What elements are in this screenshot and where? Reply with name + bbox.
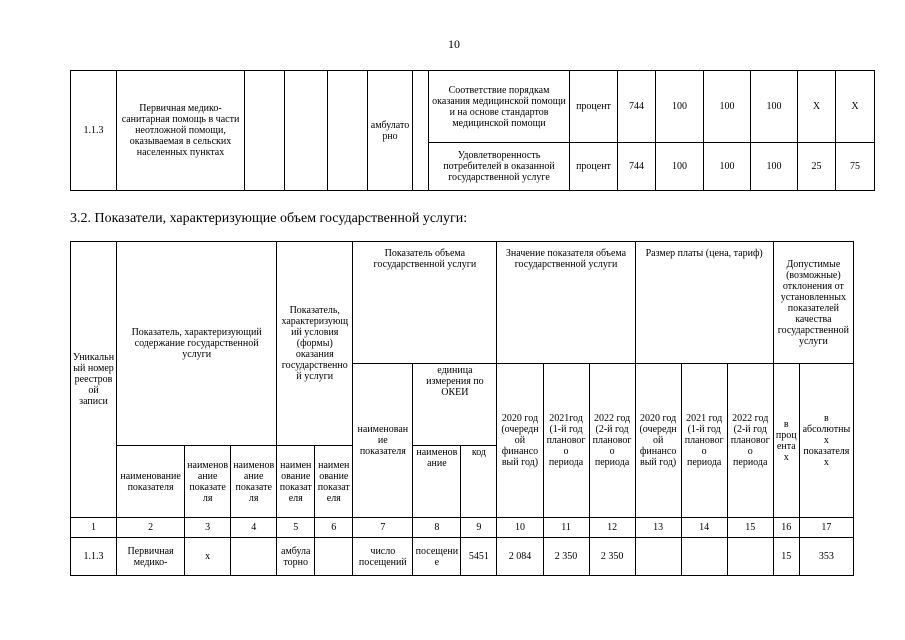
header-condition-indicator: Показатель, характеризующий условия (формы) оказания государственной услуги [277,242,353,446]
header-volume-indicator-name: наименование показателя [353,364,413,518]
column-number: 6 [315,518,353,538]
content-3: х [185,538,231,576]
empty-cell [328,71,368,191]
header-fee-2021: 2021 год (1-й год планового периода [681,364,727,518]
condition-cell: амбулаторно [368,71,413,191]
value-2020: 100 [656,71,704,143]
header-indicator-value: Значение показателя объема государственной услуги [497,242,635,364]
column-number: 12 [589,518,635,538]
unit-name: посещение [413,538,461,576]
value-2022: 100 [751,143,798,191]
unit-cell: процент [570,71,618,143]
deviation-percent: 25 [798,143,836,191]
column-number: 1 [71,518,117,538]
value-2020: 2 084 [497,538,543,576]
column-number: 15 [727,518,773,538]
header-unit-code: код [461,446,497,518]
empty-cell [413,71,429,191]
value-2022: 100 [751,71,798,143]
column-number: 16 [773,518,799,538]
column-number: 3 [185,518,231,538]
page-number: 10 [448,37,460,51]
header-condition-name-2: наименование показателя [315,446,353,518]
column-number: 11 [543,518,589,538]
value-2020: 100 [656,143,704,191]
column-number: 17 [799,518,853,538]
section-title: 3.2. Показатели, характеризующие объем государственной услуги: [70,211,468,226]
content-name: Первичная медико- [117,538,185,576]
column-number: 8 [413,518,461,538]
deviation-percent: 15 [773,538,799,576]
column-number: 2 [117,518,185,538]
header-fee: Размер платы (цена, тариф) [635,242,773,364]
header-content-name-3: наименование показателя [231,446,277,518]
indicator-name: Соответствие порядкам оказания медицинской помощи и на основе стандартов медицинской помощи [429,71,570,143]
column-number: 9 [461,518,497,538]
row-code: 1.1.3 [71,538,117,576]
deviation-absolute: Х [836,71,875,143]
header-year-2022: 2022 год (2-й год планового периода [589,364,635,518]
row-code: 1.1.3 [71,71,117,191]
empty-cell [245,71,285,191]
service-name: Первичная медико-санитарная помощь в части неотложной помощи, оказываемая в сельских населенных пунктах [117,71,245,191]
unit-code: 5451 [461,538,497,576]
okei-cell: 744 [618,143,656,191]
header-unit-okei: единица измерения по ОКЕИ [413,364,497,446]
header-content-indicator: Показатель, характеризующий содержание государственной услуги [117,242,277,446]
deviation-absolute: 75 [836,143,875,191]
deviation-absolute: 353 [799,538,853,576]
header-unit-name: наименование [413,446,461,518]
quality-indicators-table [70,70,875,191]
header-deviations: Допустимые (возможные) отклонения от установленных показателей качества государственной услуги [773,242,853,364]
empty-cell [231,538,277,576]
column-number: 14 [681,518,727,538]
empty-cell [681,538,727,576]
header-in-percent: в процентах [773,364,799,518]
header-fee-2020: 2020 год (очередной финансовый год) [635,364,681,518]
unit-cell: процент [570,143,618,191]
column-number: 5 [277,518,315,538]
value-2021: 100 [704,71,751,143]
okei-cell: 744 [618,71,656,143]
column-number: 7 [353,518,413,538]
header-year-2021: 2021год (1-й год планового периода [543,364,589,518]
empty-cell [315,538,353,576]
header-fee-2022: 2022 год (2-й год планового периода [727,364,773,518]
indicator-name: Удовлетворенность потребителей в оказанной государственной услуге [429,143,570,191]
header-content-name-2: наименование показателя [185,446,231,518]
volume-indicators-table [70,241,854,576]
empty-cell [727,538,773,576]
condition-5: амбулаторно [277,538,315,576]
column-number: 4 [231,518,277,538]
value-2022: 2 350 [589,538,635,576]
table-row [71,538,854,576]
value-2021: 100 [704,143,751,191]
header-content-name: наименование показателя [117,446,185,518]
value-2021: 2 350 [543,538,589,576]
empty-cell [635,538,681,576]
header-unique-number: Уникальный номер реестровой записи [71,242,117,518]
header-year-2020: 2020 год (очередной финансовый год) [497,364,543,518]
column-numbers-row [71,518,854,538]
deviation-percent: Х [798,71,836,143]
header-condition-name-1: наименование показателя [277,446,315,518]
header-in-absolute: в абсолютных показателях [799,364,853,518]
column-number: 13 [635,518,681,538]
volume-name: число посещений [353,538,413,576]
empty-cell [285,71,328,191]
column-number: 10 [497,518,543,538]
header-volume-indicator: Показатель объема государственной услуги [353,242,497,364]
